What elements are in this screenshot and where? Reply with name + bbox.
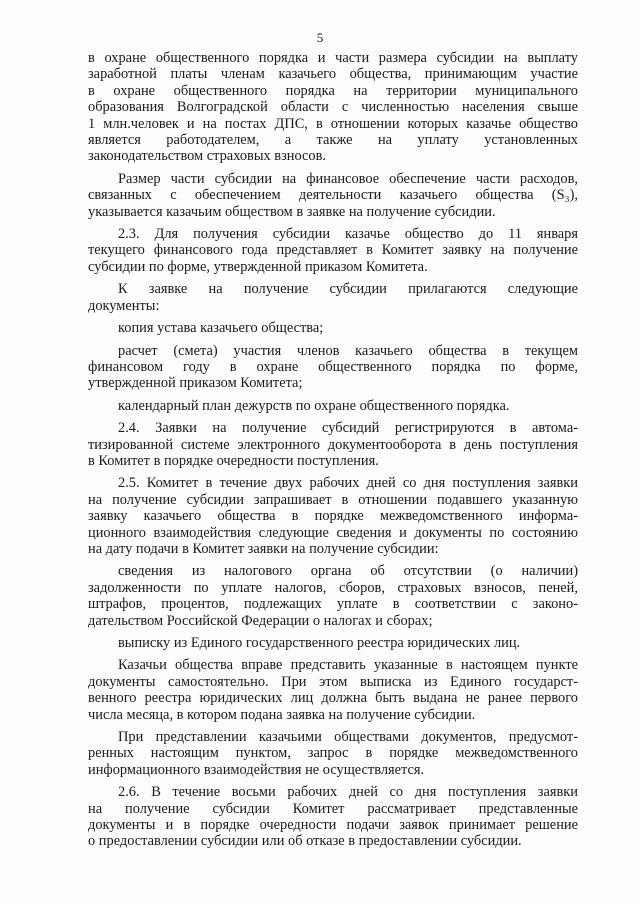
text-line: на дату подачи в Комитет заявки на получение субсидии: [88, 540, 439, 557]
text-line: заявку казачьего общества в порядке межведомственного информа- [88, 508, 578, 525]
text-line: документы: [88, 297, 160, 314]
paragraph [88, 171, 578, 220]
paragraph [88, 281, 578, 314]
text-line: на получение субсидии Комитет рассматривает представленные [88, 800, 578, 817]
text-line: календарный план дежурств по охране общественного порядка. [118, 397, 510, 414]
text-line: При представлении казачьими обществами документов, предусмот- [118, 729, 578, 746]
text-line: расчет (смета) участия членов казачьего общества в текущем [118, 342, 578, 359]
text-line: сведения из налогового органа об отсутствии (о наличии) [118, 563, 578, 580]
paragraph [88, 320, 578, 336]
text-line: документы и в порядке очередности подачи заявок принимает решение [88, 817, 578, 834]
text-line: текущего финансового года представляет в Комитет заявку на получение [88, 242, 578, 259]
text-line: утвержденной приказом Комитета; [88, 375, 303, 392]
text-line: связанных с обеспечением деятельности казачьего общества (S₃), [88, 187, 578, 204]
paragraph [88, 475, 578, 557]
text-line: ренных настоящим пунктом, запрос в порядке межведомственного [88, 745, 578, 762]
page-number: 5 [316, 30, 324, 45]
text-line: на получение субсидии запрашивает в отношении подавшего указанную [88, 491, 578, 508]
text-line: заработной платы членам казачьего общества, принимающим участие [88, 66, 578, 83]
text-line: 2.5. Комитет в течение двух рабочих дней со дня поступления заявки [118, 475, 578, 492]
paragraph [88, 784, 578, 850]
text-line: финансовом году в охране общественного порядка по форме, [88, 358, 578, 375]
text-line: документы самостоятельно. При этом выписка из Единого государст- [88, 673, 578, 690]
text-line: в охране общественного порядка и части размера субсидии на выплату [88, 50, 578, 66]
paragraph [88, 635, 578, 651]
text-line: копия устава казачьего общества; [118, 320, 324, 337]
text-line: 2.4. Заявки на получение субсидий регистрируются в автома- [118, 420, 578, 437]
text-line: законодательством страховых взносов. [88, 148, 327, 165]
text-line: штрафов, процентов, подлежащих уплате в соответствии с законо- [88, 596, 578, 613]
paragraph [88, 398, 578, 414]
document-body [88, 50, 578, 850]
paragraph [88, 420, 578, 469]
text-line: указывается казачьим обществом в заявке на получение субсидии. [88, 203, 496, 220]
text-line: К заявке на получение субсидии прилагаются следующие [118, 281, 578, 298]
text-line: Размер части субсидии на финансовое обеспечение части расходов, [118, 170, 578, 187]
paragraph [88, 343, 578, 392]
text-line: в охране общественного порядка на территории муниципального [88, 82, 578, 99]
text-line: ционного взаимодействия следующие сведения и документы по состоянию [88, 524, 578, 541]
text-line: образования Волгоградской области с численностью населения свыше [88, 99, 578, 116]
paragraph [88, 226, 578, 275]
paragraph [88, 50, 578, 165]
text-line: 2.3. Для получения субсидии казачье общество до 11 января [118, 226, 578, 243]
paragraph [88, 729, 578, 778]
text-line: 1 млн.человек и на постах ДПС, в отношении которых казачье общество [88, 115, 578, 132]
text-line: дательством Российской Федерации о налогах и сборах; [88, 612, 433, 629]
text-line: субсидии по форме, утвержденной приказом Комитета. [88, 258, 428, 275]
text-line: является работодателем, а также на уплату установленных [88, 132, 578, 149]
text-line: числа месяца, в котором подана заявка на получение субсидии. [88, 706, 476, 723]
text-line: информационного взаимодействия не осуществляется. [88, 761, 425, 778]
text-line: выписку из Единого государственного реестра юридических лиц. [118, 635, 521, 651]
text-line: Казачьи общества вправе представить указанные в настоящем пункте [118, 657, 578, 674]
text-line: о предоставлении субсидии или об отказе в предоставлении субсидии. [88, 833, 522, 850]
text-line: в Комитет в порядке очередности поступления. [88, 452, 379, 469]
text-line: тизированной системе электронного документооборота в день поступления [88, 436, 578, 453]
text-line: задолженности по уплате налогов, сборов, страховых взносов, пеней, [88, 579, 578, 596]
paragraph [88, 657, 578, 723]
text-line: венного реестра юридических лиц должна быть выдана не ранее первого [88, 690, 578, 707]
paragraph [88, 563, 578, 629]
text-line: 2.6. В течение восьми рабочих дней со дня поступления заявки [118, 784, 578, 801]
